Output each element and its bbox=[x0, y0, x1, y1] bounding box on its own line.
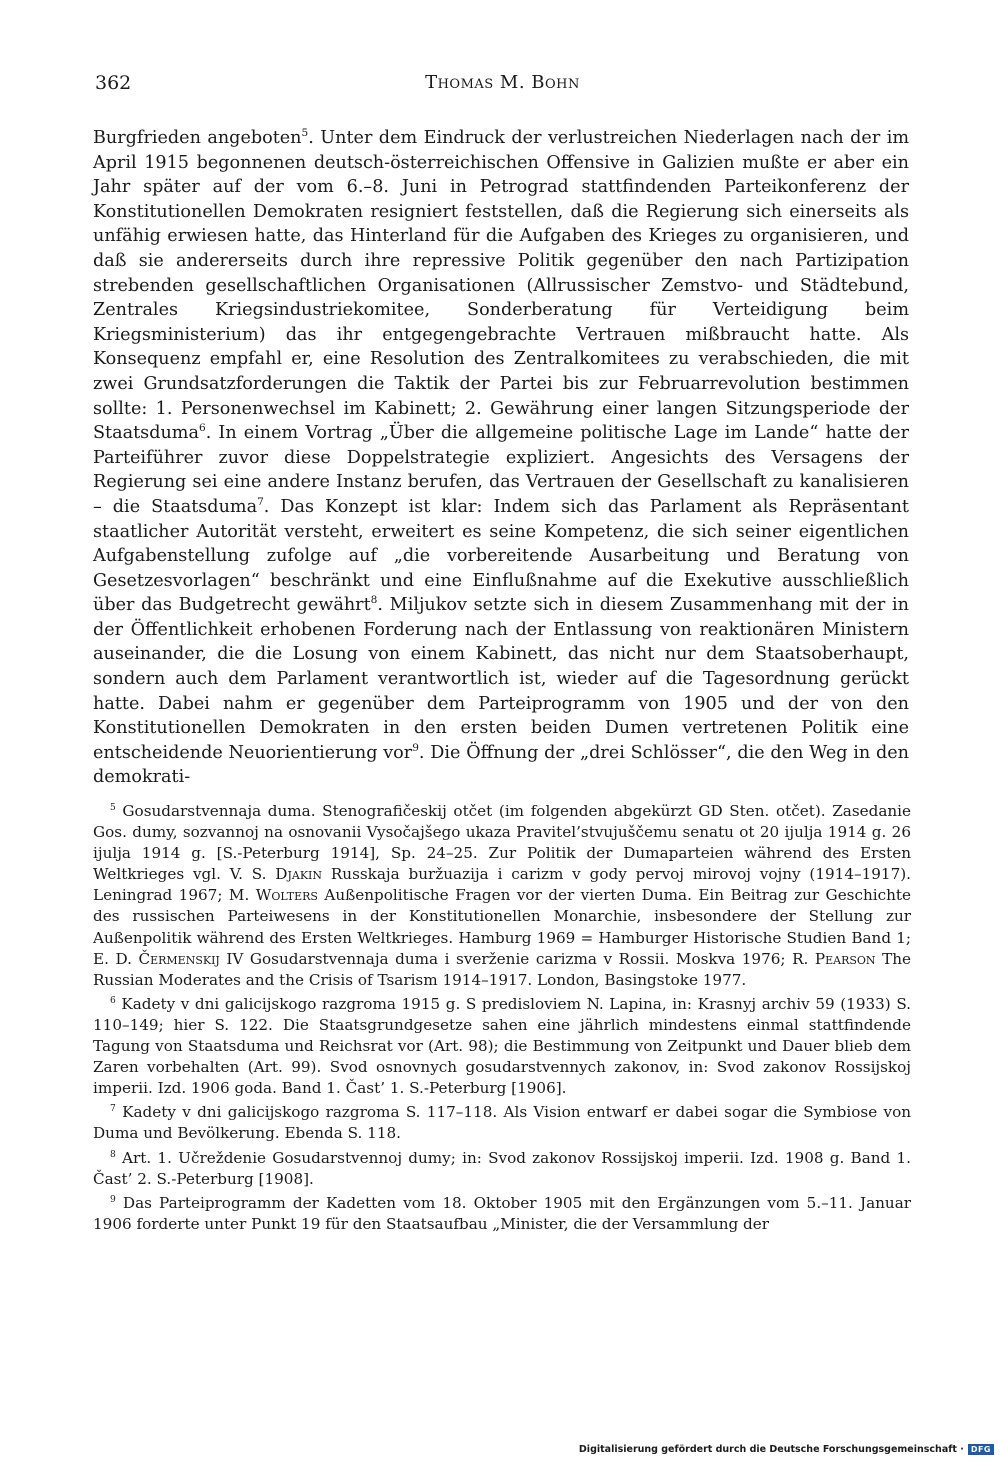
page-number: 362 bbox=[95, 72, 132, 94]
footnote-7 bbox=[93, 1102, 911, 1144]
body-text-5: . Miljukov setzte sich in diesem Zusammenhang mit der in der Öffentlichkeit erhobenen Forderung nach der Entlassung von reaktionären Ministern auseinander, die die Losung von einem Kabinett, das nicht nur dem Staatsoberhaupt, sondern auch dem Parlament verantwortlich ist, wieder auf die Tagesordnung gerückt hatte. Dabei nahm er gegenüber dem Parteiprogramm von 1905 und der von den Konstitutionellen Demokraten in den ersten beiden Dumen vertretenen Politik eine entscheidende Neuorientierung vor bbox=[93, 595, 909, 763]
footnote-number: 7 bbox=[110, 1104, 116, 1115]
footnote-text: Russkaja buržuazija i carizm v gody pervoj mirovoj vojny (1914–1917). Leningrad 1967; M. bbox=[93, 865, 911, 905]
footnote-ref-8[interactable]: 8 bbox=[370, 594, 378, 607]
footnote-ref-5[interactable]: 5 bbox=[301, 127, 309, 140]
footnote-text: The Russian Moderates and the Crisis of Tsarism 1914–1917. London, Basingstoke 1977. bbox=[93, 949, 911, 989]
body-text-1: Burgfrieden angeboten bbox=[93, 128, 302, 148]
footnote-number: 5 bbox=[110, 802, 116, 813]
footnote-number: 6 bbox=[110, 995, 116, 1006]
body-text-6: . Die Öffnung der „drei Schlösser“, die den Weg in den demokrati- bbox=[93, 742, 910, 788]
footnote-text: Art. 1. Učreždenie Gosudarstvennoj dumy; in: Svod zakonov Rossijskoj imperii. Izd. 1908 g. Band 1. Čast’ 2. S.-Peterburg [1908]. bbox=[93, 1148, 912, 1188]
footnote-text: Außenpolitische Fragen vor der vierten Duma. Ein Beitrag zur Geschichte des russischen Parteiwesens in der Konstitutionellen Monarchie, insbesondere der Stellung zur Außenpolitik während des Ersten Weltkrieges. Hamburg 1969 = Hamburger Historische Studien Band 1; E. D. bbox=[93, 886, 911, 968]
body-text-4: . Das Konzept ist klar: Indem sich das Parlament als Repräsentant staatlicher Autorität versteht, erweitert es seine Kompetenz, die sich seiner eigentlichen Aufgabenstellung zufolge auf „die vorbereitende Ausarbeitung und Beratung von Gesetzesvorlagen“ beschränkt und eine Einflußnahme auf die Exekutive ausschließlich über das Budgetrecht gewährt bbox=[93, 496, 910, 616]
footnote-author: Čermenskij bbox=[138, 949, 220, 968]
footnote-author: Wolters bbox=[255, 886, 318, 905]
running-head-author: Thomas M. Bohn bbox=[425, 72, 580, 93]
footnote-text: IV Gosudarstvennaja duma i sverženie carizma v Rossii. Moskva 1976; R. bbox=[219, 949, 815, 968]
footnote-text: Kadety v dni galicijskogo razgroma S. 117–118. Als Vision entwarf er dabei sogar die Symbiose von Duma und Bevölkerung. Ebenda S. 118. bbox=[93, 1103, 911, 1143]
running-head bbox=[95, 72, 910, 102]
body-text-3: . In einem Vortrag „Über die allgemeine politische Lage im Lande“ hatte der Parteiführer zuvor diese Doppelstrategie expliziert. Angesichts des Versagens der Regierung sei eine andere Instanz berufen, das Vertrauen der Gesellschaft zu kanalisieren – die Staatsduma bbox=[93, 423, 909, 517]
body-paragraph bbox=[93, 126, 909, 790]
footnote-text: Kadety v dni galicijskogo razgroma 1915 g. S predisloviem N. Lapina, in: Krasnyj archiv 59 (1933) S. 110–149; hier S. 122. Die Staatsgrundgesetze sahen eine jährlich mindestens einmal stattfindende Tagung von Staatsduma und Reichsrat vor (Art. 98); die Bestimmung von Zeitpunkt und Dauer blieb dem Zaren vorbehalten (Art. 99). Svod osnovnych gosudarstvennych zakonov, in: Svod zakonov Rossijskoj imperii. Izd. 1906 goda. Band 1. Čast’ 1. S.-Peterburg [1906]. bbox=[93, 994, 912, 1098]
footnote-8 bbox=[93, 1148, 911, 1190]
footnote-6 bbox=[93, 994, 911, 1099]
footnote-author: Pearson bbox=[814, 949, 876, 968]
footnote-ref-9[interactable]: 9 bbox=[412, 741, 419, 754]
footnote-ref-7[interactable]: 7 bbox=[257, 496, 264, 509]
digitization-credit bbox=[579, 1444, 994, 1455]
footnote-9 bbox=[93, 1193, 911, 1235]
footnote-number: 9 bbox=[110, 1194, 116, 1205]
footnote-author: Djakin bbox=[275, 865, 323, 884]
footnotes bbox=[93, 801, 911, 1238]
footnote-number: 8 bbox=[110, 1149, 116, 1160]
digitization-credit-text: Digitalisierung gefördert durch die Deutsche Forschungsgemeinschaft · bbox=[578, 1444, 964, 1455]
dfg-logo-icon: DFG bbox=[968, 1444, 994, 1455]
footnote-text: Gosudarstvennaja duma. Stenografičeskij otčet (im folgenden abgekürzt GD Sten. otčet). Zasedanie Gos. dumy, sozvannoj na osnovanii Vysočajšego ukaza Pravitel’stvujuščemu senatu ot 20 ijulja 1914 g. 26 ijulja 1914 g. [S.-Peterburg 1914], Sp. 24–25. Zur Politik der Dumaparteien während des Ersten Weltkrieges vgl. V. S. bbox=[93, 802, 912, 884]
footnote-text: Das Parteiprogramm der Kadetten vom 18. Oktober 1905 mit den Ergänzungen vom 5.–11. Januar 1906 forderte unter Punkt 19 für den Staatsaufbau „Minister, die der Versammlung der bbox=[93, 1193, 912, 1233]
body-text-2: . Unter dem Eindruck der verlustreichen Niederlagen nach der im April 1915 begonnenen deutsch-österreichischen Offensive in Galizien mußte er aber ein Jahr später auf der vom 6.–8. Juni in Petrograd stattfindenden Parteikonferenz der Konstitutionellen Demokraten resigniert feststellen, daß die Regierung sich einerseits als unfähig erwiesen hatte, das Hinterland für die Aufgaben des Krieges zu organisieren, und daß sie andererseits durch ihre repressive Politik gegenüber den nach Partizipation strebenden gesellschaftlichen Organisationen (Allrussischer Zemstvo- und Städtebund, Zentrales Kriegsindustriekomitee, Sonderberatung für Verteidigung beim Kriegsministerium) das ihr entgegengebrachte Vertrauen mißbraucht hatte. Als Konsequenz empfahl er, eine Resolution des Zentralkomitees zu verabschieden, die mit zwei Grundsatzforderungen die Taktik der Partei bis zur Februarrevolution bestimmen sollte: 1. Personenwechsel im Kabinett; 2. Gewährung einer langen Sitzungsperiode der Staatsduma bbox=[93, 128, 909, 444]
footnote-ref-6[interactable]: 6 bbox=[198, 422, 206, 435]
footnote-5 bbox=[93, 801, 911, 991]
